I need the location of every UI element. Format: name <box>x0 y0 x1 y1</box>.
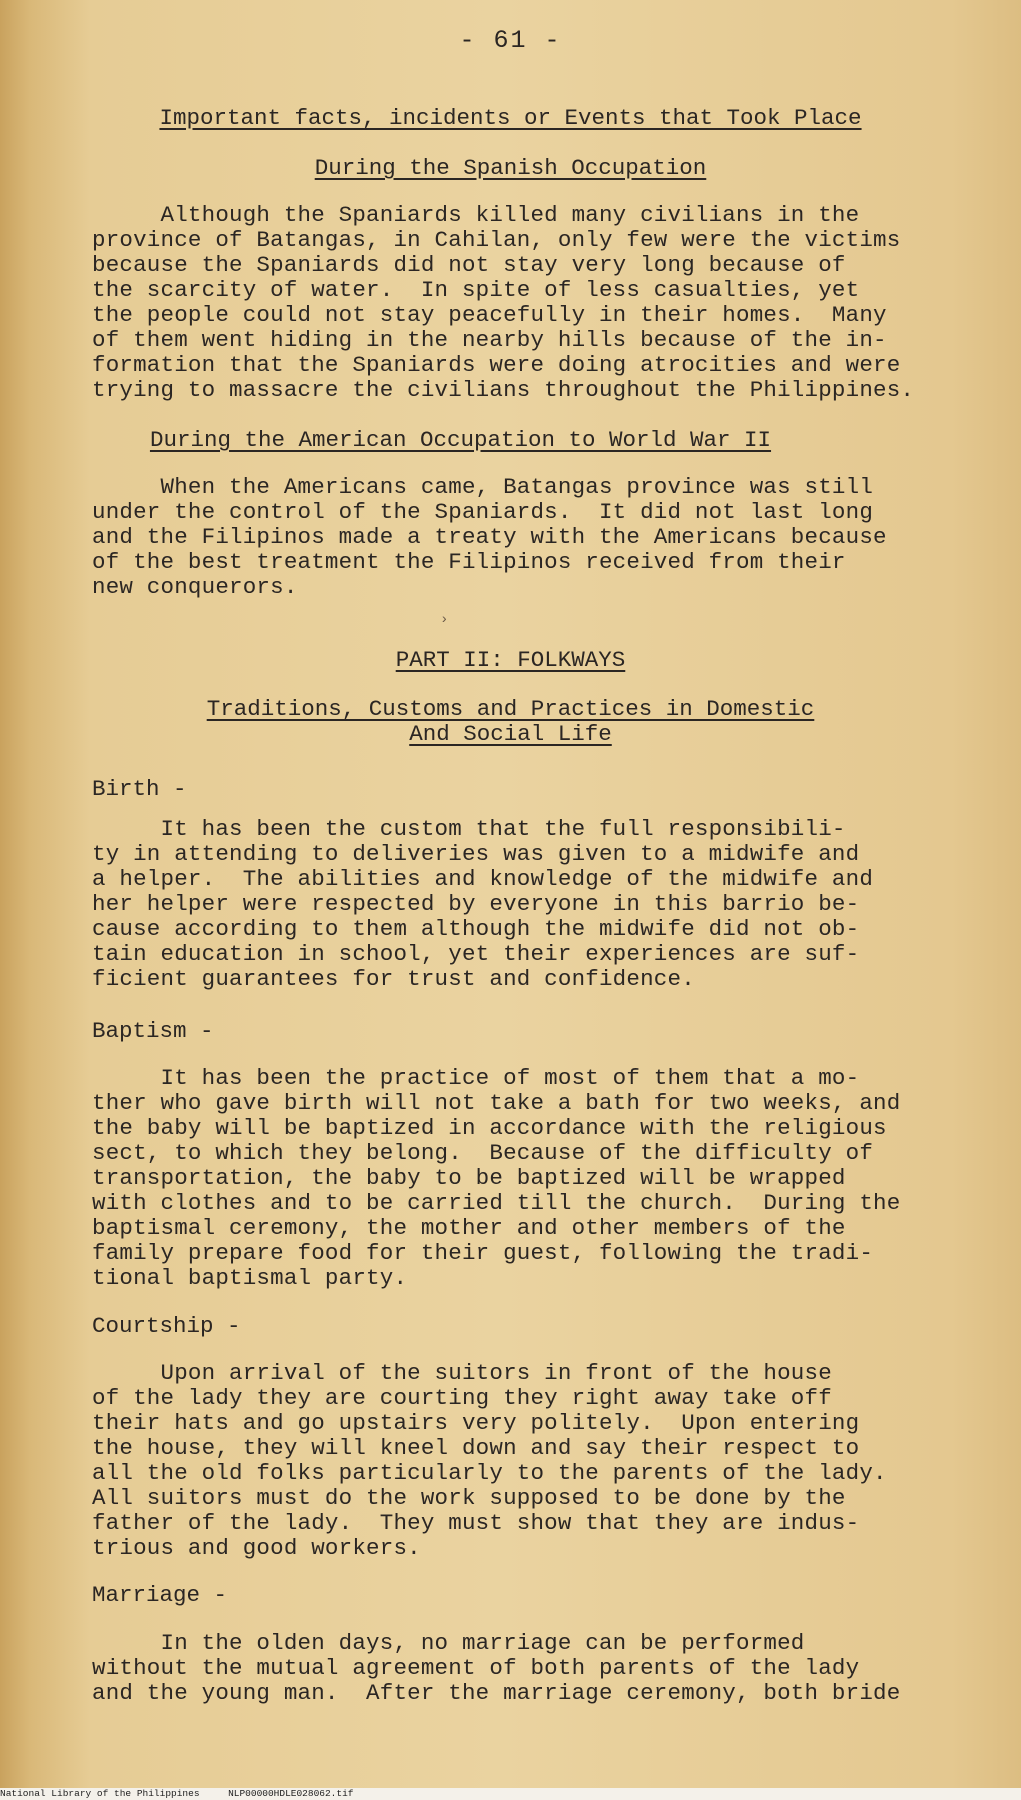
paragraph-baptism: It has been the practice of most of them that a mo- ther who gave birth will not take a bath for two weeks, and the baby will be baptized in accordance with the religious sect, to which they belong. Because of the difficulty of transportation, the baby to be baptized will be wrapped with clothes and to be carried till the church. During the baptismal ceremony, the mother and other members of the family prepare food for their guest, following the tradi- tional baptismal party. <box>92 1065 901 1291</box>
paragraph-birth: It has been the custom that the full responsibili- ty in attending to deliveries was given to a midwife and a helper. The abilities and knowledge of the midwife and her helper were respected by everyone in this barrio be- cause according to them although the midwife did not ob- tain education in school, yet their experiences are suf- ficient guarantees for trust and confidence. <box>92 816 874 992</box>
part-subtitle-line2: And Social Life <box>409 721 612 747</box>
part-subtitle-line1: Traditions, Customs and Practices in Domestic <box>206 696 815 722</box>
section-subtitle-american: During the American Occupation to World War II <box>149 427 772 453</box>
footer-library: National Library of the Philippines <box>0 1788 200 1799</box>
label-birth: Birth - <box>92 776 187 802</box>
scan-footer <box>0 1788 1021 1800</box>
label-marriage: Marriage - <box>92 1582 228 1608</box>
paragraph-courtship: Upon arrival of the suitors in front of the house of the lady they are courting they right away take off their hats and go upstairs very politely. Upon entering the house, they will kneel down and say their respect to all the old folks particularly to the parents of the lady. All suitors must do the work supposed to be done by the father of the lady. They must show that they are indus- trious and good workers. <box>92 1360 887 1561</box>
section-subtitle-spanish: During the Spanish Occupation <box>314 155 707 181</box>
stray-mark: › <box>440 612 449 628</box>
label-courtship: Courtship - <box>92 1313 241 1339</box>
page-number: - 61 - <box>459 26 562 55</box>
paragraph-spanish-occupation: Although the Spaniards killed many civilians in the province of Batangas, in Cahilan, only few were the victims because the Spaniards did not stay very long because of the scarcity of water. In spite of less casualties, yet the people could not stay peacefully in their homes. Many of them went hiding in the nearby hills because of the in- formation that the Spaniards were doing atrocities and were trying to massacre the civilians throughout the Philippines. <box>92 202 915 403</box>
label-baptism: Baptism - <box>92 1018 214 1044</box>
footer-file: NLP00000HDLE028062.tif <box>228 1788 354 1799</box>
paragraph-marriage: In the olden days, no marriage can be performed without the mutual agreement of both parents of the lady and the young man. After the marriage ceremony, both bride <box>92 1630 901 1706</box>
paragraph-american-occupation: When the Americans came, Batangas province was still under the control of the Spaniards. It did not last long and the Filipinos made a treaty with the Americans because of the best treatment the Filipinos received from their new conquerors. <box>92 474 887 600</box>
part-title-folkways: PART II: FOLKWAYS <box>395 647 626 673</box>
section-title-important-facts: Important facts, incidents or Events that Took Place <box>159 105 862 131</box>
